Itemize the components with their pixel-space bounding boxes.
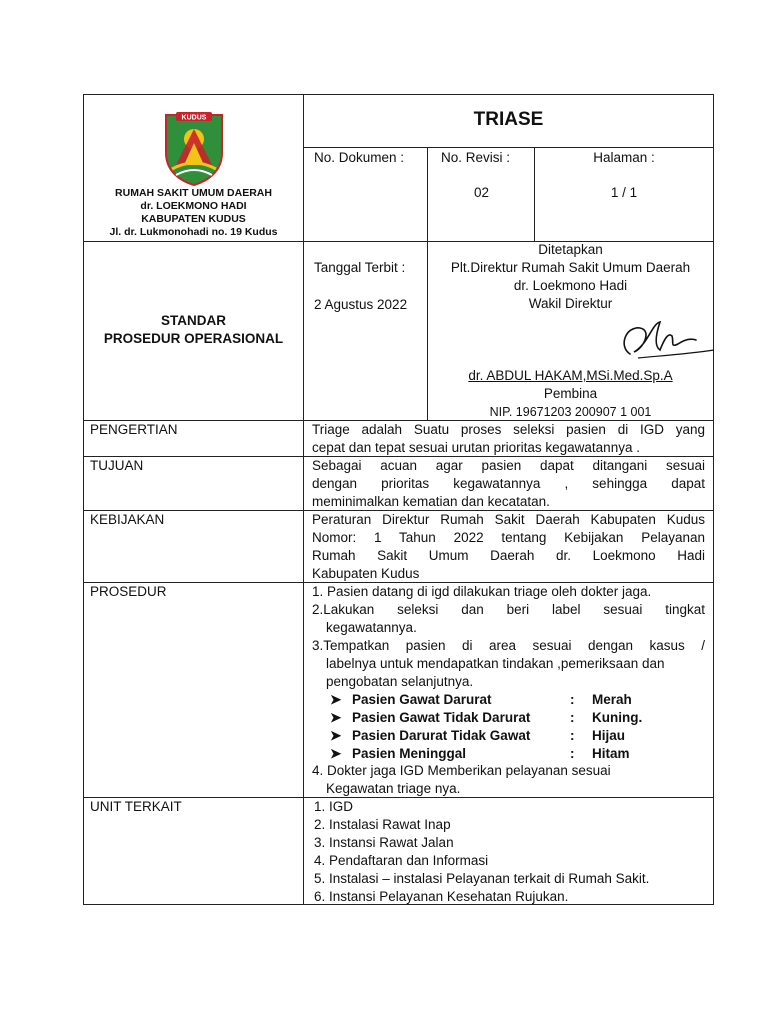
page-label: Halaman :	[593, 150, 655, 165]
approval-line: Wakil Direktur	[528, 296, 613, 311]
unit-item: 3. Instansi Rawat Jalan	[314, 835, 454, 850]
category-name: Pasien Gawat Tidak Darurat	[352, 710, 531, 725]
approval-line: dr. Loekmono Hadi	[513, 278, 628, 293]
tujuan-text-line: meminimalkan kematian dan kecatatan.	[312, 494, 550, 509]
title-cell	[303, 94, 714, 148]
sop-document	[83, 94, 714, 905]
category-color: Hijau	[592, 728, 626, 743]
org-line: dr. LOEKMONO HADI	[140, 200, 247, 212]
arrowhead-bullet-icon: ➤	[330, 710, 342, 725]
logo-label: KUDUS	[181, 114, 207, 122]
pengertian-label: PENGERTIAN	[90, 422, 178, 437]
signer-nip: NIP. 19671203 200907 1 001	[489, 405, 652, 419]
unit-item: 2. Instalasi Rawat Inap	[314, 817, 451, 832]
revision-cell	[427, 147, 535, 242]
kebijakan-text-line: Nomor: 1 Tahun 2022 tentang Kebijakan Pelayanan	[312, 530, 705, 545]
signer-rank: Pembina	[543, 386, 598, 401]
triage-category-item	[330, 727, 690, 745]
triage-category-item	[330, 691, 690, 709]
pengertian-text-line: cepat dan tepat sesuai urutan prioritas kegawatannya .	[312, 440, 640, 455]
issue-date-cell	[303, 241, 428, 421]
prosedur-step-line: 1. Pasien datang di igd dilakukan triage oleh dokter jaga.	[312, 584, 652, 599]
prosedur-content-cell	[303, 582, 714, 798]
kebijakan-text-line: Kabupaten Kudus	[312, 566, 420, 581]
page-value: 1 / 1	[610, 185, 638, 200]
triage-category-item	[330, 709, 690, 727]
prosedur-step-line: labelnya untuk mendapatkan tindakan ,pemeriksaan dan	[326, 656, 665, 671]
doc-number-label: No. Dokumen :	[314, 150, 405, 165]
triage-category-list	[330, 691, 690, 763]
organization-name	[84, 187, 303, 239]
sop-label-cell	[83, 241, 304, 421]
category-separator: :	[570, 728, 575, 743]
issue-date-value: 2 Agustus 2022	[314, 297, 408, 312]
page-cell	[534, 147, 714, 242]
sop-label-standar: STANDAR	[161, 313, 226, 328]
category-name: Pasien Gawat Darurat	[352, 692, 492, 707]
revision-value: 02	[474, 185, 490, 200]
pengertian-label-cell	[83, 420, 304, 457]
unit-item: 6. Instansi Pelayanan Kesehatan Rujukan.	[314, 889, 569, 904]
category-separator: :	[570, 692, 575, 707]
prosedur-label-cell	[83, 582, 304, 798]
pengertian-text-line: Triage adalah Suatu proses seleksi pasien di IGD yang	[312, 422, 705, 437]
issue-date-label: Tanggal Terbit :	[314, 260, 406, 275]
tujuan-text-line: Sebagai acuan agar pasien dapat ditangani sesuai	[312, 458, 705, 473]
doc-number-cell	[303, 147, 428, 242]
kebijakan-label: KEBIJAKAN	[90, 512, 165, 527]
triage-category-item	[330, 745, 690, 763]
unit-terkait-content-cell	[303, 797, 714, 905]
category-color: Hitam	[592, 746, 630, 761]
category-separator: :	[570, 746, 575, 761]
document-title: TRIASE	[473, 109, 544, 130]
prosedur-final-line: Kegawatan triage nya.	[326, 781, 461, 796]
org-line: RUMAH SAKIT UMUM DAERAH	[115, 187, 272, 199]
tujuan-text-line: dengan prioritas kegawatannya , sehingga dapat	[312, 476, 705, 491]
prosedur-final-line: 4. Dokter jaga IGD Memberikan pelayanan sesuai	[312, 763, 611, 778]
header-logo-cell	[83, 94, 304, 242]
handwritten-signature-icon	[608, 314, 718, 366]
pengertian-content-cell	[303, 420, 714, 457]
prosedur-step-line: 2.Lakukan seleksi dan beri label sesuai tingkat	[312, 602, 705, 617]
arrowhead-bullet-icon: ➤	[330, 746, 342, 761]
org-address: Jl. dr. Lukmonohadi no. 19 Kudus	[109, 226, 278, 238]
category-color: Kuning.	[592, 710, 643, 725]
unit-item: 1. IGD	[314, 799, 354, 814]
signer-name: dr. ABDUL HAKAM,MSi.Med.Sp.A	[468, 368, 673, 383]
approval-cell	[427, 241, 714, 421]
prosedur-step-line: pengobatan selanjutnya.	[326, 674, 474, 689]
unit-item: 5. Instalasi – instalasi Pelayanan terkait di Rumah Sakit.	[314, 871, 650, 886]
approval-line: Plt.Direktur Rumah Sakit Umum Daerah	[450, 260, 691, 275]
sop-label-prosedur: PROSEDUR OPERASIONAL	[103, 331, 284, 346]
tujuan-label-cell	[83, 456, 304, 511]
approval-line: Ditetapkan	[538, 242, 603, 257]
category-name: Pasien Meninggal	[352, 746, 467, 761]
category-name: Pasien Darurat Tidak Gawat	[352, 728, 531, 743]
prosedur-step-line: kegawatannya.	[326, 620, 417, 635]
unit-terkait-label-cell	[83, 797, 304, 905]
org-line: KABUPATEN KUDUS	[141, 213, 246, 225]
kudus-regency-crest-icon	[162, 109, 226, 187]
unit-terkait-label: UNIT TERKAIT	[90, 799, 182, 814]
prosedur-label: PROSEDUR	[90, 584, 167, 599]
prosedur-step-line: 3.Tempatkan pasien di area sesuai dengan kasus /	[312, 638, 705, 653]
kebijakan-label-cell	[83, 510, 304, 583]
kebijakan-text-line: Rumah Sakit Umum Daerah dr. Loekmono Hadi	[312, 548, 705, 563]
revision-label: No. Revisi :	[441, 150, 511, 165]
category-separator: :	[570, 710, 575, 725]
kebijakan-content-cell	[303, 510, 714, 583]
arrowhead-bullet-icon: ➤	[330, 692, 342, 707]
kebijakan-text-line: Peraturan Direktur Rumah Sakit Daerah Kabupaten Kudus	[312, 512, 705, 527]
tujuan-label: TUJUAN	[90, 458, 144, 473]
unit-item: 4. Pendaftaran dan Informasi	[314, 853, 489, 868]
category-color: Merah	[592, 692, 632, 707]
arrowhead-bullet-icon: ➤	[330, 728, 342, 743]
tujuan-content-cell	[303, 456, 714, 511]
